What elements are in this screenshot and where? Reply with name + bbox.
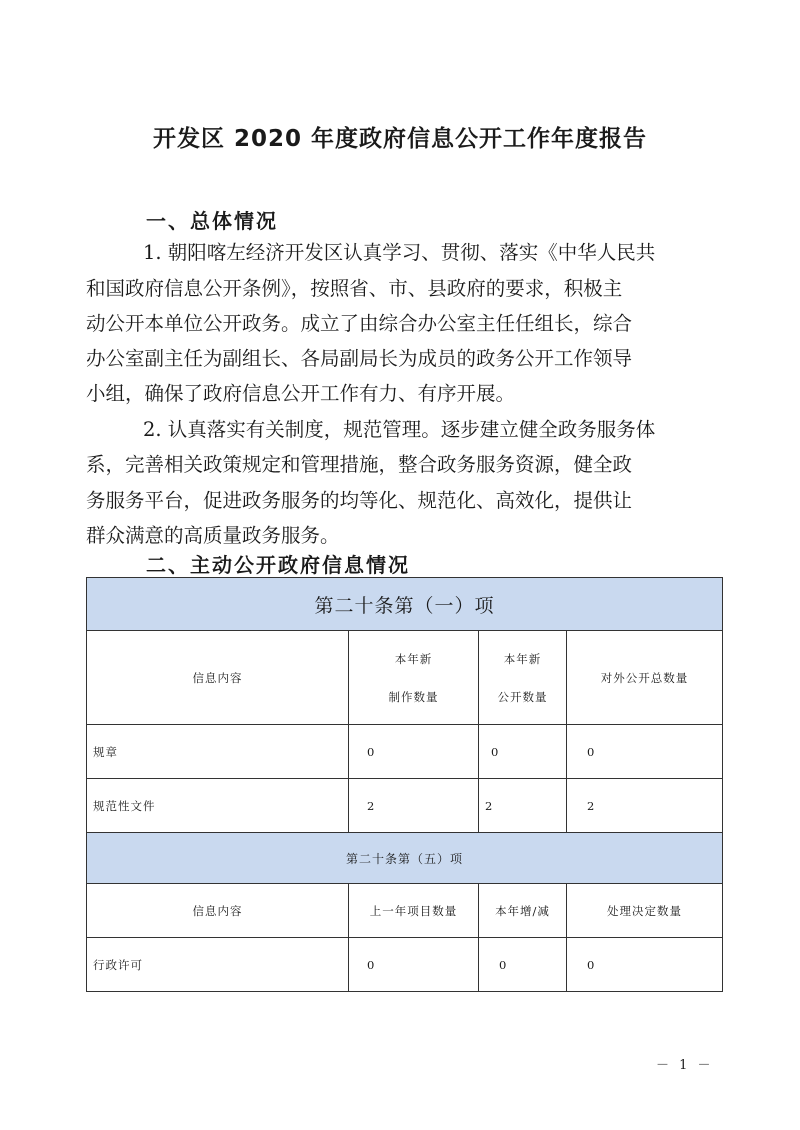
table-row [87,938,723,992]
paragraph-line: 1. 朝阳喀左经济开发区认真学习、贯彻、落实《中华人民共 [143,241,656,264]
paragraph-line: 系，完善相关政策规定和管理措施，整合政务服务资源，健全政 [86,453,633,476]
column-header [349,631,479,725]
cell-value: 0 [479,938,567,992]
section-heading-overview: 一、总体情况 [146,209,278,233]
cell-value: 0 [567,725,723,779]
cell-value: 2 [479,779,567,833]
column-header-line: 本年新 [394,651,433,666]
section-heading-disclosure: 二、主动公开政府信息情况 [146,553,410,577]
column-header-line: 本年新 [503,651,542,666]
column-header-line: 公开数量 [497,689,548,704]
table-row [87,725,723,779]
column-header: 本年增/减 [479,884,567,938]
row-label: 规章 [87,725,349,779]
cell-value: 2 [349,779,479,833]
disclosure-table [86,577,723,992]
column-header: 上一年项目数量 [349,884,479,938]
paragraph-line: 小组，确保了政府信息公开工作有力、有序开展。 [86,382,516,405]
cell-value: 0 [349,725,479,779]
paragraph-line: 办公室副主任为副组长、各局副局长为成员的政务公开工作领导 [86,347,633,370]
cell-value: 0 [479,725,567,779]
table-section-title: 第二十条第（五）项 [87,833,723,884]
table-row [87,779,723,833]
cell-value: 2 [567,779,723,833]
column-header: 信息内容 [87,631,349,725]
cell-value: 0 [567,938,723,992]
row-label: 行政许可 [87,938,349,992]
table-section-title: 第二十条第（一）项 [87,578,723,631]
paragraph-line: 2. 认真落实有关制度，规范管理。逐步建立健全政务服务体 [143,418,656,441]
column-header [479,631,567,725]
page-number: － 1 － [656,1058,714,1073]
page-title: 开发区 2020 年度政府信息公开工作年度报告 [152,126,648,152]
row-label: 规范性文件 [87,779,349,833]
column-header: 信息内容 [87,884,349,938]
column-header: 处理决定数量 [567,884,723,938]
paragraph-line: 动公开本单位公开政务。成立了由综合办公室主任任组长，综合 [86,312,633,335]
column-header-line: 制作数量 [388,689,439,704]
cell-value: 0 [349,938,479,992]
paragraph-line: 群众满意的高质量政务服务。 [86,524,340,547]
paragraph-line: 务服务平台，促进政务服务的均等化、规范化、高效化，提供让 [86,489,633,512]
paragraph-line: 和国政府信息公开条例》，按照省、市、县政府的要求，积极主 [86,277,623,300]
column-header: 对外公开总数量 [567,631,723,725]
